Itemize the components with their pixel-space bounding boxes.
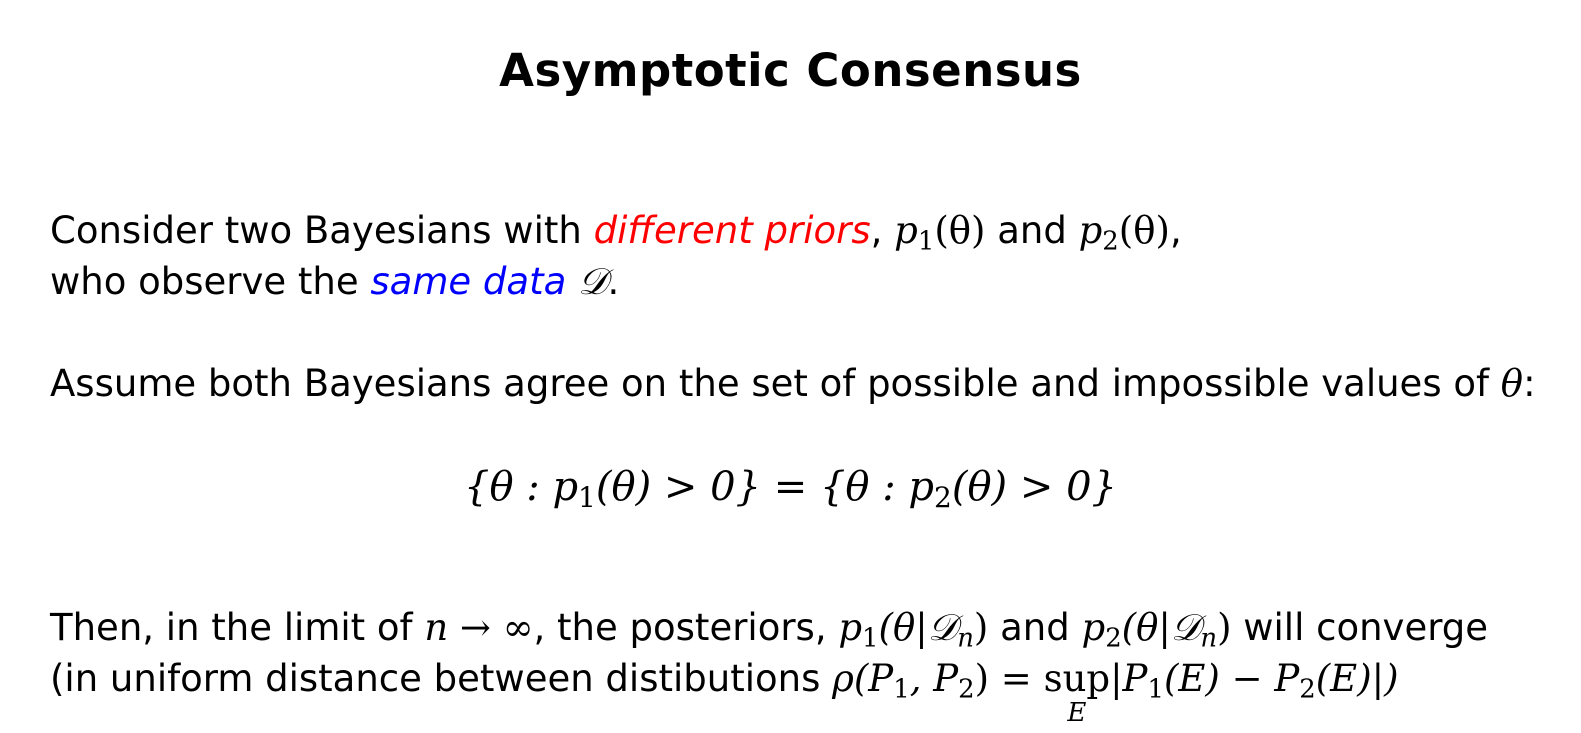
text: . (607, 260, 620, 303)
math-sup: sup E (1044, 654, 1111, 704)
text: who observe the (50, 260, 371, 303)
paragraph-assumption (50, 359, 1536, 409)
text: Then, in the limit of (50, 606, 425, 649)
text: Consider two Bayesians with (50, 209, 594, 252)
text: , the posteriors, (533, 606, 839, 649)
math-rho: $\rho(P_1$, $P_2$) = (832, 657, 1044, 705)
math-abs-difference: $|P_1(E) - P_2(E)|$) (1110, 657, 1399, 705)
text: (in uniform distance between distibutions (50, 657, 833, 700)
math-p2: $p_2(\theta)$ (1078, 209, 1170, 257)
math-D: 𝒟 (578, 260, 608, 303)
text: : (1523, 362, 1536, 405)
text: will converge (1231, 606, 1489, 649)
text: , (870, 209, 895, 252)
math-p1: $p_1(\theta)$ (894, 209, 986, 257)
same-data-emphasis: same data (370, 260, 567, 303)
paragraph-distance (50, 654, 1399, 728)
math-limit: n → ∞ (424, 606, 534, 649)
slide-title: Asymptotic Consensus (499, 44, 1082, 97)
text: Assume both Bayesians agree on the set of possible and impossible values of (50, 362, 1501, 405)
text: and (985, 209, 1079, 252)
text: , (1169, 209, 1182, 252)
math-posterior-1: $p_1(\theta|𝒟_n)$ (838, 606, 989, 654)
support-equation: {θ : $p_1(\theta) > 0\} = \{\theta$ : $p_2(\theta) > 0$} (464, 464, 1117, 514)
text: and (988, 606, 1082, 649)
sup-subscript-E: E (1067, 698, 1087, 728)
paragraph-data (50, 257, 619, 307)
different-priors-emphasis: different priors (593, 209, 871, 252)
math-theta: θ (1500, 362, 1524, 405)
math-posterior-2: $p_2(\theta|𝒟_n)$ (1081, 606, 1232, 654)
